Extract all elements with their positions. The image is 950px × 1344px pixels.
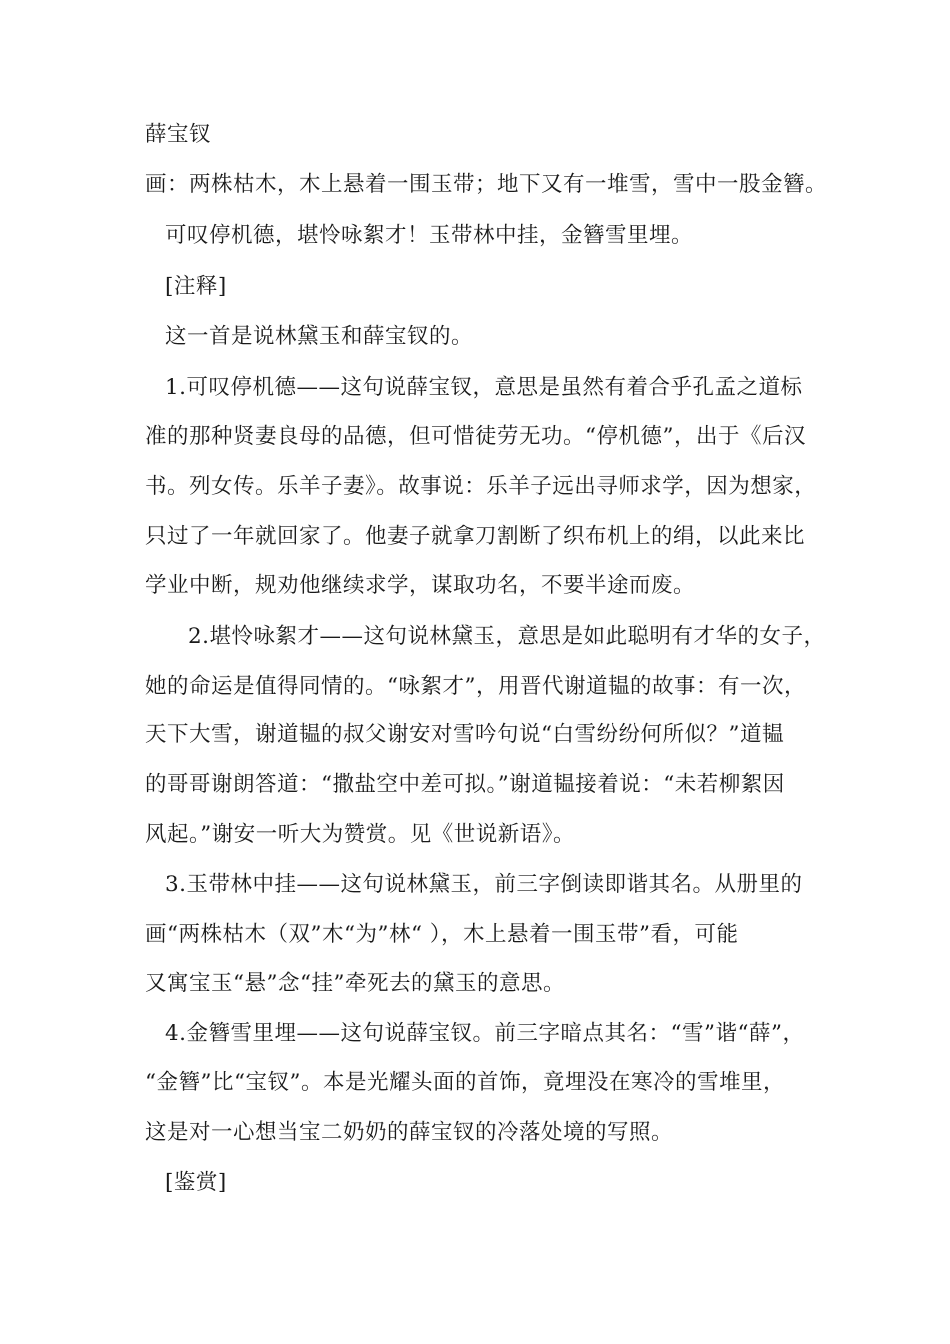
note-2-line: 的哥哥谢朗答道：“撒盐空中差可拟。”谢道韫接着说：“未若柳絮因 — [145, 772, 785, 797]
note-4-line: 4.金簪雪里埋——这句说薛宝钗。前三字暗点其名：“雪”谐“薛”， — [165, 1021, 805, 1046]
note-2-line: 风起。”谢安一听大为赞赏。见《世说新语》。 — [145, 822, 575, 847]
poem-line: 可叹停机德，堪怜咏絮才！玉带林中挂，金簪雪里埋。 — [165, 223, 694, 248]
note-4-line: 这是对一心想当宝二奶奶的薛宝钗的冷落处境的写照。 — [145, 1120, 674, 1145]
note-3-line: 画“两株枯木（双”木“为”林“ ），木上悬着一围玉带”看，可能 — [145, 922, 739, 947]
note-4-line: “金簪”比“宝钗”。本是光耀头面的首饰，竟埋没在寒冷的雪堆里， — [145, 1070, 785, 1095]
note-1-line: 只过了一年就回家了。他妻子就拿刀割断了织布机上的绢，以此来比 — [145, 524, 806, 549]
note-2-line: 2.堪怜咏絮才——这句说林黛玉，意思是如此聪明有才华的女子， — [188, 624, 826, 649]
section-heading-notes: [注释] — [165, 274, 227, 299]
note-1-line: 学业中断，规劝他继续求学，谋取功名，不要半途而废。 — [145, 573, 696, 598]
note-1-line: 书。列女传。乐羊子妻》。故事说：乐羊子远出寻师求学，因为想家， — [145, 474, 817, 499]
note-2-line: 天下大雪，谢道韫的叔父谢安对雪吟句说“白雪纷纷何所似？”道韫 — [145, 722, 784, 747]
note-3-line: 又寓宝玉“悬”念“挂”牵死去的黛玉的意思。 — [145, 971, 565, 996]
section-heading-appreciation: [鉴赏] — [165, 1170, 227, 1195]
note-1-line: 准的那种贤妻良母的品德，但可惜徒劳无功。“停机德”，出于《后汉 — [145, 424, 806, 449]
painting-description: 画：两株枯木，木上悬着一围玉带；地下又有一堆雪，雪中一股金簪。 — [145, 172, 828, 197]
document-title: 薛宝钗 — [145, 122, 212, 147]
note-3-line: 3.玉带林中挂——这句说林黛玉，前三字倒读即谐其名。从册里的 — [165, 872, 803, 897]
note-2-line: 她的命运是值得同情的。“咏絮才”，用晋代谢道韫的故事：有一次， — [145, 674, 806, 699]
notes-intro: 这一首是说林黛玉和薛宝钗的。 — [165, 324, 474, 349]
note-1-line: 1.可叹停机德——这句说薛宝钗，意思是虽然有着合乎孔孟之道标 — [165, 375, 803, 400]
